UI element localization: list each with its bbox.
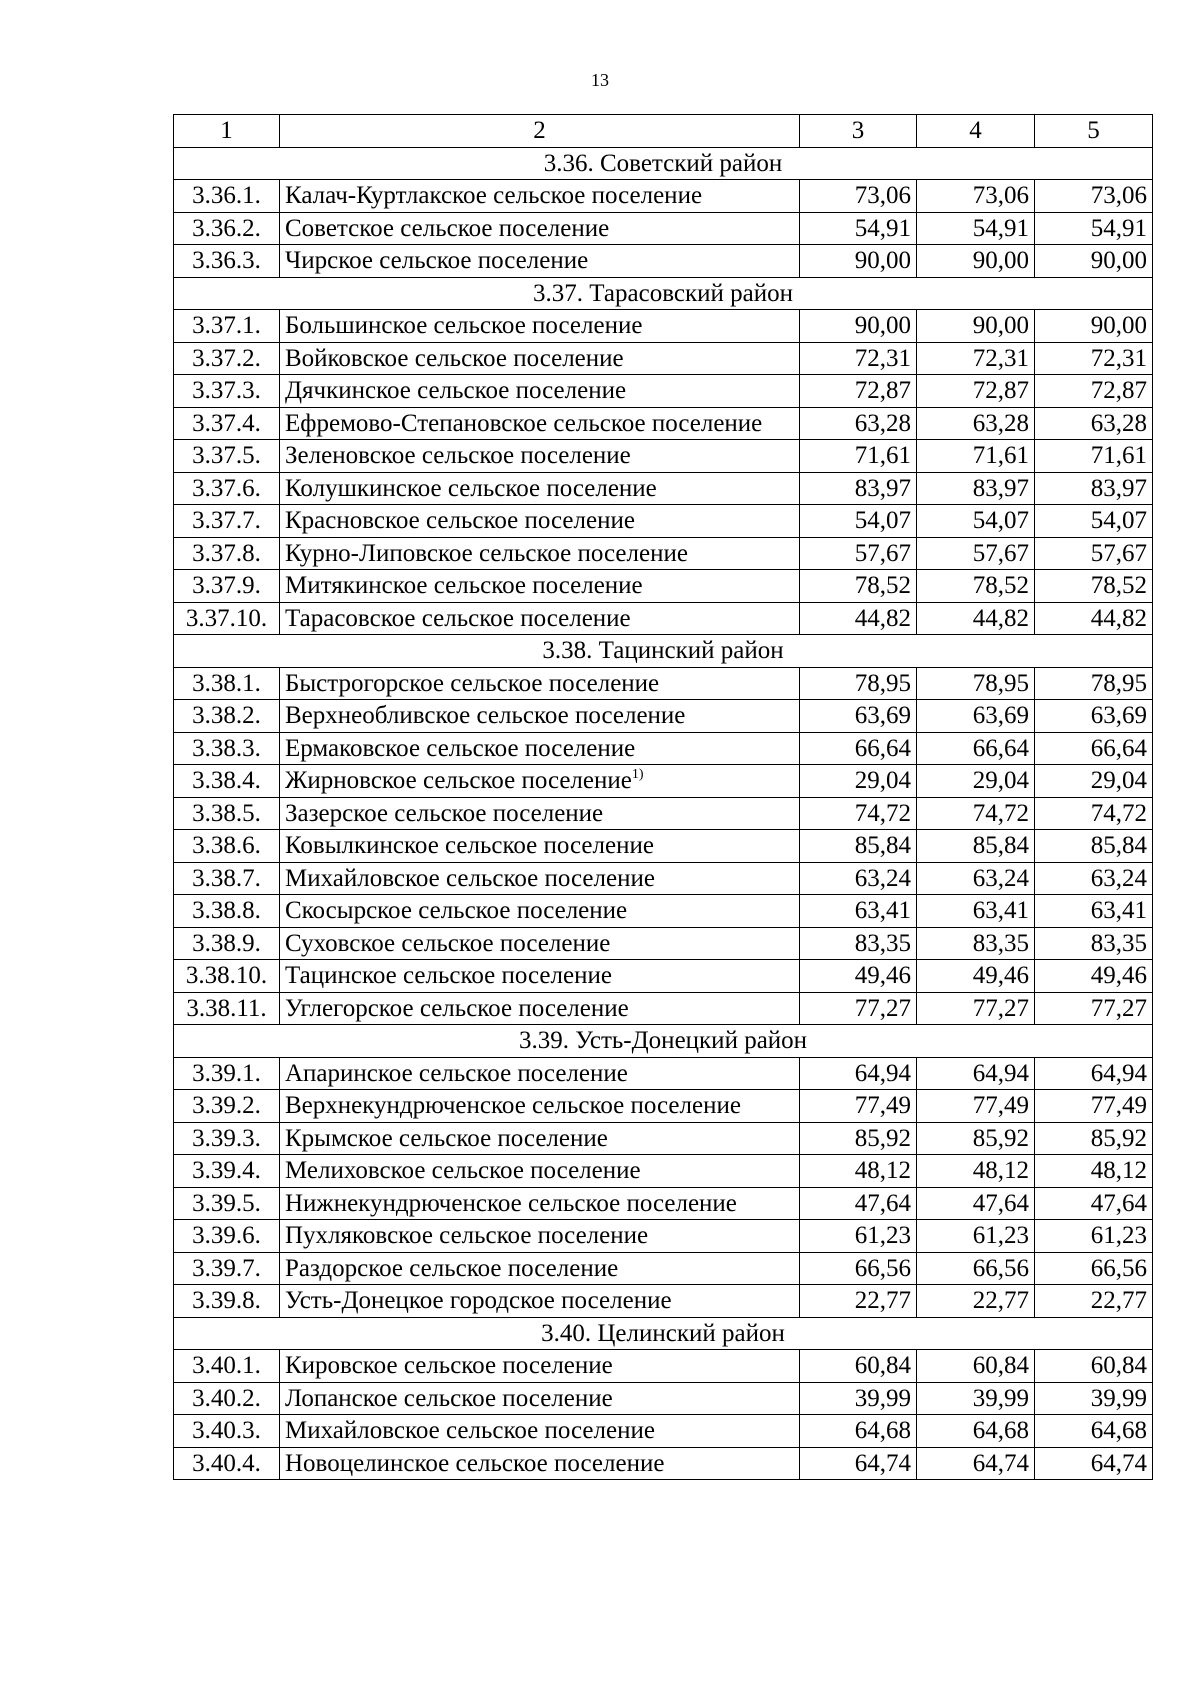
value-v4: 48,12 bbox=[917, 1155, 1035, 1188]
row-number: 3.38.7. bbox=[174, 862, 280, 895]
row-number: 3.38.1. bbox=[174, 667, 280, 700]
value-v4: 63,24 bbox=[917, 862, 1035, 895]
row-number: 3.38.10. bbox=[174, 960, 280, 993]
section-title: 3.36. Советский район bbox=[174, 147, 1153, 180]
page-number: 13 bbox=[591, 70, 609, 90]
settlement-name: Тарасовское сельское поселение bbox=[285, 604, 631, 632]
settlement-name-cell bbox=[280, 537, 800, 570]
footnote-mark: 1) bbox=[631, 767, 644, 782]
row-number: 3.37.3. bbox=[174, 375, 280, 408]
value-v4: 60,84 bbox=[917, 1350, 1035, 1383]
value-v4: 54,91 bbox=[917, 212, 1035, 245]
value-v5: 60,84 bbox=[1035, 1350, 1153, 1383]
table-row bbox=[174, 342, 1153, 375]
value-v4: 72,31 bbox=[917, 342, 1035, 375]
value-v5: 22,77 bbox=[1035, 1285, 1153, 1318]
settlement-name: Михайловское сельское поселение bbox=[285, 1417, 655, 1444]
value-v4: 74,72 bbox=[917, 797, 1035, 830]
settlement-name: Усть-Донецкое городское поселение bbox=[285, 1287, 672, 1314]
header-cell: 4 bbox=[917, 115, 1035, 148]
value-v5: 39,99 bbox=[1035, 1382, 1153, 1415]
value-v3: 49,46 bbox=[800, 960, 917, 993]
settlement-name-cell bbox=[280, 1285, 800, 1318]
settlement-name: Зеленовское сельское поселение bbox=[285, 442, 631, 469]
row-number: 3.37.4. bbox=[174, 407, 280, 440]
settlement-name-cell bbox=[280, 310, 800, 343]
settlement-name-cell bbox=[280, 732, 800, 765]
table-row bbox=[174, 570, 1153, 603]
settlement-name-cell bbox=[280, 570, 800, 603]
value-v3: 64,74 bbox=[800, 1447, 917, 1480]
row-number: 3.37.5. bbox=[174, 440, 280, 473]
settlement-name-cell bbox=[280, 667, 800, 700]
row-number: 3.39.8. bbox=[174, 1285, 280, 1318]
value-v3: 66,64 bbox=[800, 732, 917, 765]
row-number: 3.36.3. bbox=[174, 245, 280, 278]
table-row bbox=[174, 1155, 1153, 1188]
header-cell: 2 bbox=[280, 115, 800, 148]
value-v5: 74,72 bbox=[1035, 797, 1153, 830]
value-v3: 83,35 bbox=[800, 927, 917, 960]
value-v5: 64,94 bbox=[1035, 1057, 1153, 1090]
settlement-name-cell bbox=[280, 1382, 800, 1415]
table-row bbox=[174, 992, 1153, 1025]
row-number: 3.40.4. bbox=[174, 1447, 280, 1480]
table-row bbox=[174, 245, 1153, 278]
value-v5: 54,07 bbox=[1035, 505, 1153, 538]
table-row bbox=[174, 1187, 1153, 1220]
settlement-name: Михайловское сельское поселение bbox=[285, 864, 655, 892]
value-v4: 64,68 bbox=[917, 1415, 1035, 1448]
value-v3: 72,31 bbox=[800, 342, 917, 375]
value-v5: 49,46 bbox=[1035, 960, 1153, 993]
value-v4: 64,94 bbox=[917, 1057, 1035, 1090]
value-v5: 54,91 bbox=[1035, 212, 1153, 245]
table-row bbox=[174, 1285, 1153, 1318]
value-v5: 47,64 bbox=[1035, 1187, 1153, 1220]
settlement-name: Крымское сельское поселение bbox=[285, 1124, 608, 1152]
settlement-name-cell bbox=[280, 927, 800, 960]
settlement-name-cell bbox=[280, 342, 800, 375]
settlement-name-cell bbox=[280, 505, 800, 538]
table-row bbox=[174, 927, 1153, 960]
value-v5: 29,04 bbox=[1035, 765, 1153, 798]
settlement-name: Апаринское сельское поселение bbox=[285, 1059, 628, 1087]
table-row bbox=[174, 440, 1153, 473]
value-v4: 90,00 bbox=[917, 310, 1035, 343]
value-v5: 73,06 bbox=[1035, 180, 1153, 213]
value-v4: 85,92 bbox=[917, 1122, 1035, 1155]
section-row bbox=[174, 635, 1153, 668]
settlement-name: Красновское сельское поселение bbox=[285, 507, 635, 534]
row-number: 3.37.2. bbox=[174, 342, 280, 375]
value-v3: 64,94 bbox=[800, 1057, 917, 1090]
value-v5: 77,49 bbox=[1035, 1090, 1153, 1123]
value-v4: 66,64 bbox=[917, 732, 1035, 765]
row-number: 3.37.10. bbox=[174, 602, 280, 635]
settlement-name: Новоцелинское сельское поселение bbox=[285, 1449, 665, 1477]
row-number: 3.40.2. bbox=[174, 1382, 280, 1415]
settlement-name: Чирское сельское поселение bbox=[285, 247, 589, 274]
settlement-name-cell bbox=[280, 472, 800, 505]
value-v5: 63,24 bbox=[1035, 862, 1153, 895]
section-row bbox=[174, 147, 1153, 180]
value-v5: 72,31 bbox=[1035, 342, 1153, 375]
settlement-name: Раздорское сельское поселение bbox=[285, 1254, 619, 1282]
section-row bbox=[174, 277, 1153, 310]
value-v5: 83,35 bbox=[1035, 927, 1153, 960]
table-row bbox=[174, 505, 1153, 538]
settlement-name-cell bbox=[280, 1057, 800, 1090]
section-row bbox=[174, 1317, 1153, 1350]
table-row bbox=[174, 1415, 1153, 1448]
table-row bbox=[174, 765, 1153, 798]
table-row bbox=[174, 1382, 1153, 1415]
value-v3: 63,69 bbox=[800, 700, 917, 733]
value-v4: 83,97 bbox=[917, 472, 1035, 505]
section-row bbox=[174, 1025, 1153, 1058]
value-v5: 61,23 bbox=[1035, 1220, 1153, 1253]
value-v5: 48,12 bbox=[1035, 1155, 1153, 1188]
settlement-name-cell bbox=[280, 1220, 800, 1253]
value-v3: 39,99 bbox=[800, 1382, 917, 1415]
value-v5: 63,41 bbox=[1035, 895, 1153, 928]
value-v3: 83,97 bbox=[800, 472, 917, 505]
settlement-name-cell bbox=[280, 1447, 800, 1480]
settlement-name: Курно-Липовское сельское поселение bbox=[285, 539, 688, 567]
row-number: 3.38.3. bbox=[174, 732, 280, 765]
value-v4: 49,46 bbox=[917, 960, 1035, 993]
value-v5: 66,64 bbox=[1035, 732, 1153, 765]
settlement-name-cell bbox=[280, 440, 800, 473]
value-v4: 29,04 bbox=[917, 765, 1035, 798]
value-v4: 47,64 bbox=[917, 1187, 1035, 1220]
table-row bbox=[174, 667, 1153, 700]
value-v5: 64,68 bbox=[1035, 1415, 1153, 1448]
row-number: 3.38.2. bbox=[174, 700, 280, 733]
value-v5: 63,69 bbox=[1035, 700, 1153, 733]
table-row bbox=[174, 895, 1153, 928]
value-v5: 57,67 bbox=[1035, 537, 1153, 570]
row-number: 3.38.4. bbox=[174, 765, 280, 798]
value-v4: 73,06 bbox=[917, 180, 1035, 213]
row-number: 3.39.6. bbox=[174, 1220, 280, 1253]
row-number: 3.37.7. bbox=[174, 505, 280, 538]
settlement-name: Углегорское сельское поселение bbox=[285, 994, 629, 1022]
value-v5: 83,97 bbox=[1035, 472, 1153, 505]
value-v3: 48,12 bbox=[800, 1155, 917, 1188]
value-v4: 90,00 bbox=[917, 245, 1035, 278]
settlement-name-cell bbox=[280, 797, 800, 830]
header-cell: 5 bbox=[1035, 115, 1153, 148]
value-v3: 63,24 bbox=[800, 862, 917, 895]
section-title: 3.37. Тарасовский район bbox=[174, 277, 1153, 310]
value-v4: 85,84 bbox=[917, 830, 1035, 863]
value-v3: 60,84 bbox=[800, 1350, 917, 1383]
settlement-name: Ефремово-Степановское сельское поселение bbox=[285, 409, 763, 437]
settlement-name-cell bbox=[280, 960, 800, 993]
settlement-name: Колушкинское сельское поселение bbox=[285, 474, 657, 502]
section-title: 3.38. Тацинский район bbox=[174, 635, 1153, 668]
table-row bbox=[174, 862, 1153, 895]
section-title: 3.39. Усть-Донецкий район bbox=[174, 1025, 1153, 1058]
row-number: 3.39.2. bbox=[174, 1090, 280, 1123]
settlement-name: Лопанское сельское поселение bbox=[285, 1384, 613, 1412]
header-cell: 1 bbox=[174, 115, 280, 148]
settlement-name-cell bbox=[280, 180, 800, 213]
value-v3: 66,56 bbox=[800, 1252, 917, 1285]
value-v3: 73,06 bbox=[800, 180, 917, 213]
row-number: 3.39.7. bbox=[174, 1252, 280, 1285]
settlement-name: Жирновское сельское поселение bbox=[285, 767, 632, 794]
settlement-name-cell bbox=[280, 700, 800, 733]
value-v4: 57,67 bbox=[917, 537, 1035, 570]
header-cell: 3 bbox=[800, 115, 917, 148]
row-number: 3.36.1. bbox=[174, 180, 280, 213]
settlement-name: Калач-Куртлакское сельское поселение bbox=[285, 182, 703, 209]
settlement-name-cell bbox=[280, 862, 800, 895]
settlements-table bbox=[173, 114, 1153, 1480]
settlement-name: Кировское сельское поселение bbox=[285, 1352, 613, 1379]
value-v5: 90,00 bbox=[1035, 245, 1153, 278]
value-v4: 71,61 bbox=[917, 440, 1035, 473]
table-row bbox=[174, 212, 1153, 245]
value-v5: 78,95 bbox=[1035, 667, 1153, 700]
value-v3: 85,84 bbox=[800, 830, 917, 863]
value-v4: 63,69 bbox=[917, 700, 1035, 733]
settlement-name-cell bbox=[280, 830, 800, 863]
value-v5: 85,92 bbox=[1035, 1122, 1153, 1155]
settlement-name: Верхнекундрюченское сельское поселение bbox=[285, 1092, 741, 1119]
value-v4: 63,41 bbox=[917, 895, 1035, 928]
value-v3: 47,64 bbox=[800, 1187, 917, 1220]
settlement-name: Ковылкинское сельское поселение bbox=[285, 832, 654, 859]
settlement-name-cell bbox=[280, 602, 800, 635]
table-row bbox=[174, 180, 1153, 213]
settlement-name-cell bbox=[280, 407, 800, 440]
settlement-name: Скосырское сельское поселение bbox=[285, 897, 628, 924]
table-row bbox=[174, 472, 1153, 505]
row-number: 3.39.4. bbox=[174, 1155, 280, 1188]
value-v4: 78,52 bbox=[917, 570, 1035, 603]
value-v4: 39,99 bbox=[917, 1382, 1035, 1415]
value-v3: 74,72 bbox=[800, 797, 917, 830]
value-v4: 64,74 bbox=[917, 1447, 1035, 1480]
value-v4: 61,23 bbox=[917, 1220, 1035, 1253]
table-row bbox=[174, 602, 1153, 635]
value-v3: 57,67 bbox=[800, 537, 917, 570]
value-v3: 90,00 bbox=[800, 310, 917, 343]
value-v3: 90,00 bbox=[800, 245, 917, 278]
table-row bbox=[174, 732, 1153, 765]
row-number: 3.38.11. bbox=[174, 992, 280, 1025]
value-v5: 64,74 bbox=[1035, 1447, 1153, 1480]
row-number: 3.38.5. bbox=[174, 797, 280, 830]
table-row bbox=[174, 700, 1153, 733]
value-v4: 63,28 bbox=[917, 407, 1035, 440]
value-v3: 54,07 bbox=[800, 505, 917, 538]
settlement-name: Суховское сельское поселение bbox=[285, 929, 611, 957]
row-number: 3.38.9. bbox=[174, 927, 280, 960]
table-row bbox=[174, 1220, 1153, 1253]
value-v3: 77,27 bbox=[800, 992, 917, 1025]
table-row bbox=[174, 830, 1153, 863]
settlement-name: Пухляковское сельское поселение bbox=[285, 1222, 649, 1249]
value-v4: 77,49 bbox=[917, 1090, 1035, 1123]
value-v3: 78,52 bbox=[800, 570, 917, 603]
table-body bbox=[174, 147, 1153, 1480]
row-number: 3.39.1. bbox=[174, 1057, 280, 1090]
table-row bbox=[174, 1057, 1153, 1090]
value-v4: 77,27 bbox=[917, 992, 1035, 1025]
value-v3: 64,68 bbox=[800, 1415, 917, 1448]
value-v3: 71,61 bbox=[800, 440, 917, 473]
settlement-name: Войковское сельское поселение bbox=[285, 344, 624, 372]
value-v3: 85,92 bbox=[800, 1122, 917, 1155]
row-number: 3.37.1. bbox=[174, 310, 280, 343]
settlement-name: Быстрогорское сельское поселение bbox=[285, 669, 660, 697]
settlement-name-cell bbox=[280, 1415, 800, 1448]
settlement-name: Нижнекундрюченское сельское поселение bbox=[285, 1189, 737, 1217]
value-v3: 78,95 bbox=[800, 667, 917, 700]
settlement-name: Дячкинское сельское поселение bbox=[285, 377, 627, 404]
settlement-name-cell bbox=[280, 765, 800, 798]
value-v5: 71,61 bbox=[1035, 440, 1153, 473]
value-v3: 54,91 bbox=[800, 212, 917, 245]
value-v5: 78,52 bbox=[1035, 570, 1153, 603]
value-v5: 44,82 bbox=[1035, 602, 1153, 635]
value-v4: 44,82 bbox=[917, 602, 1035, 635]
table-row bbox=[174, 1350, 1153, 1383]
value-v5: 85,84 bbox=[1035, 830, 1153, 863]
settlement-name: Верхнеобливское сельское поселение bbox=[285, 702, 686, 729]
table-row bbox=[174, 375, 1153, 408]
value-v4: 54,07 bbox=[917, 505, 1035, 538]
table-row bbox=[174, 1447, 1153, 1480]
value-v3: 77,49 bbox=[800, 1090, 917, 1123]
row-number: 3.40.1. bbox=[174, 1350, 280, 1383]
settlement-name-cell bbox=[280, 212, 800, 245]
table-row bbox=[174, 1252, 1153, 1285]
settlement-name: Митякинское сельское поселение bbox=[285, 572, 643, 599]
table-row bbox=[174, 537, 1153, 570]
value-v3: 63,41 bbox=[800, 895, 917, 928]
table-row bbox=[174, 407, 1153, 440]
settlement-name-cell bbox=[280, 375, 800, 408]
row-number: 3.37.8. bbox=[174, 537, 280, 570]
settlement-name: Тацинское сельское поселение bbox=[285, 962, 612, 989]
value-v4: 22,77 bbox=[917, 1285, 1035, 1318]
settlement-name: Ермаковское сельское поселение bbox=[285, 734, 636, 762]
value-v3: 63,28 bbox=[800, 407, 917, 440]
table-row bbox=[174, 960, 1153, 993]
table-row bbox=[174, 310, 1153, 343]
value-v5: 90,00 bbox=[1035, 310, 1153, 343]
table-row bbox=[174, 1090, 1153, 1123]
settlement-name-cell bbox=[280, 1350, 800, 1383]
value-v5: 63,28 bbox=[1035, 407, 1153, 440]
value-v3: 61,23 bbox=[800, 1220, 917, 1253]
settlement-name: Мелиховское сельское поселение bbox=[285, 1157, 641, 1184]
settlement-name: Большинское сельское поселение bbox=[285, 312, 643, 339]
row-number: 3.37.9. bbox=[174, 570, 280, 603]
value-v4: 83,35 bbox=[917, 927, 1035, 960]
value-v3: 22,77 bbox=[800, 1285, 917, 1318]
settlement-name-cell bbox=[280, 1090, 800, 1123]
value-v3: 29,04 bbox=[800, 765, 917, 798]
settlement-name-cell bbox=[280, 245, 800, 278]
table-row bbox=[174, 797, 1153, 830]
value-v4: 66,56 bbox=[917, 1252, 1035, 1285]
row-number: 3.37.6. bbox=[174, 472, 280, 505]
table-row bbox=[174, 1122, 1153, 1155]
settlement-name-cell bbox=[280, 1187, 800, 1220]
settlement-name: Советское сельское поселение bbox=[285, 214, 610, 242]
value-v3: 44,82 bbox=[800, 602, 917, 635]
settlement-name: Зазерское сельское поселение bbox=[285, 799, 604, 827]
settlement-name-cell bbox=[280, 1155, 800, 1188]
value-v4: 72,87 bbox=[917, 375, 1035, 408]
row-number: 3.39.3. bbox=[174, 1122, 280, 1155]
value-v4: 78,95 bbox=[917, 667, 1035, 700]
settlement-name-cell bbox=[280, 1122, 800, 1155]
row-number: 3.36.2. bbox=[174, 212, 280, 245]
value-v5: 72,87 bbox=[1035, 375, 1153, 408]
value-v5: 66,56 bbox=[1035, 1252, 1153, 1285]
settlement-name-cell bbox=[280, 1252, 800, 1285]
value-v5: 77,27 bbox=[1035, 992, 1153, 1025]
settlement-name-cell bbox=[280, 895, 800, 928]
row-number: 3.39.5. bbox=[174, 1187, 280, 1220]
section-title: 3.40. Целинский район bbox=[174, 1317, 1153, 1350]
value-v3: 72,87 bbox=[800, 375, 917, 408]
settlement-name-cell bbox=[280, 992, 800, 1025]
row-number: 3.38.6. bbox=[174, 830, 280, 863]
header-row bbox=[174, 115, 1153, 148]
row-number: 3.38.8. bbox=[174, 895, 280, 928]
row-number: 3.40.3. bbox=[174, 1415, 280, 1448]
